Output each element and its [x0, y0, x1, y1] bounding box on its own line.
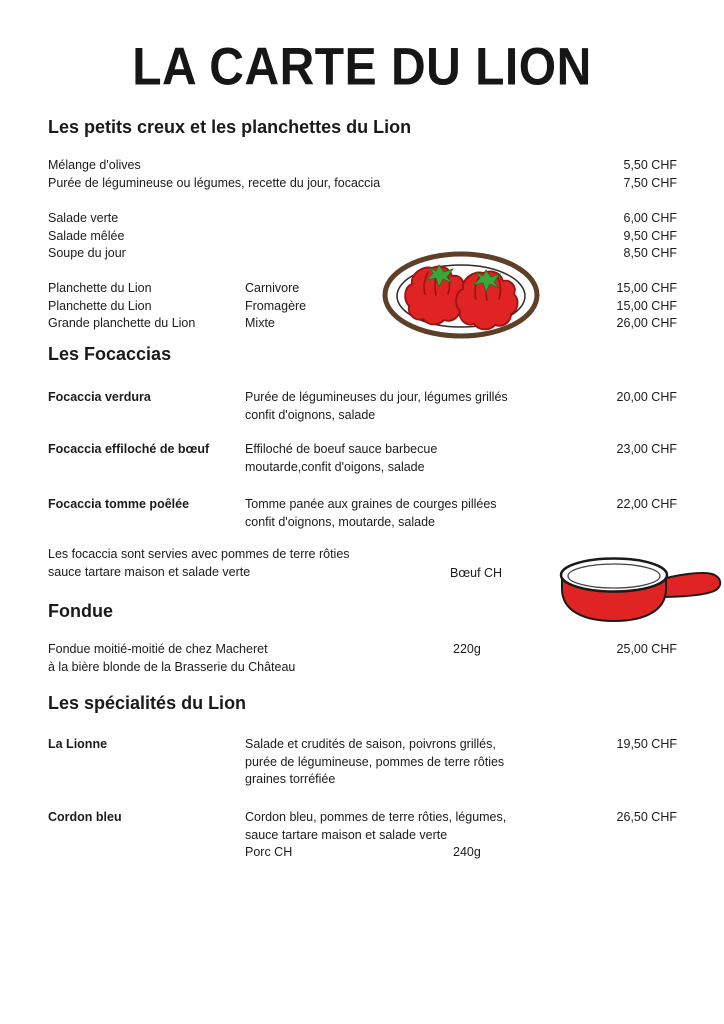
item-description: Salade et crudités de saison, poivrons grillés, purée de légumineuse, pommes de terre rôties graines torréfiée: [245, 737, 505, 786]
item-price: 7,50 CHF: [623, 175, 677, 190]
item-description: Purée de légumineuses du jour, légumes grillés confit d'oignons, salade: [245, 390, 508, 422]
page-title: LA CARTE DU LION: [132, 38, 592, 97]
item-price: 23,00 CHF: [616, 442, 677, 456]
item-description: Cordon bleu, pommes de terre rôties, légumes, sauce tartare maison et salade verte Porc CH 240g: [245, 809, 617, 862]
fondue-pot-illustration: [556, 551, 724, 627]
item-price: 22,00 CHF: [616, 497, 677, 511]
note-line: Les focaccia sont servies avec pommes de terre rôties: [48, 547, 350, 561]
item-price: 5,50 CHF: [623, 158, 677, 172]
menu-group-salades: [48, 210, 677, 263]
item-name: Focaccia effiloché de bœuf: [48, 442, 210, 456]
menu-group-starters: [48, 157, 677, 192]
item-price: 19,50 CHF: [616, 737, 677, 751]
item-name: Focaccia verdura: [48, 390, 151, 404]
note-line: sauce tartare maison et salade verte: [48, 564, 251, 579]
specialite-item: [48, 736, 677, 789]
item-weight: 220g: [453, 642, 481, 656]
item-price: 26,50 CHF: [616, 810, 677, 824]
menu-item-row: [48, 157, 677, 175]
item-weight: 240g: [453, 845, 481, 859]
item-name: Cordon bleu: [48, 810, 122, 824]
section-heading-specialites: Les spécialités du Lion: [48, 693, 247, 713]
item-name: Mélange d'olives: [48, 158, 141, 172]
section-heading-fondue: Fondue: [48, 601, 113, 621]
item-name: Soupe du jour: [48, 246, 126, 260]
focaccia-item: [48, 496, 677, 531]
item-price: 15,00 CHF: [616, 281, 677, 295]
section-heading-focaccias: Les Focaccias: [48, 344, 172, 364]
menu-item-row: [48, 280, 677, 298]
item-variant: Carnivore: [245, 281, 300, 295]
item-price: 6,00 CHF: [623, 211, 677, 225]
item-name: La Lionne: [48, 737, 108, 751]
meat-origin-label: Bœuf CH: [450, 566, 503, 580]
menu-group-planchettes: [48, 280, 677, 333]
item-name: Salade mêlée: [48, 228, 125, 243]
focaccia-item: [48, 389, 677, 424]
item-price: 25,00 CHF: [616, 642, 677, 656]
focaccia-item: [48, 441, 677, 476]
tomato-plate-illustration: [380, 250, 542, 340]
item-name: Planchette du Lion: [48, 298, 152, 313]
menu-item-row: [48, 245, 677, 263]
item-name: Planchette du Lion: [48, 281, 152, 295]
item-price: 15,00 CHF: [616, 298, 677, 313]
item-name: Fondue moitié-moitié de chez Macheret à la bière blonde de la Brasserie du Château: [48, 642, 296, 674]
item-variant: Mixte: [245, 316, 275, 330]
item-name: Grande planchette du Lion: [48, 316, 196, 330]
menu-item-row: [48, 175, 677, 193]
menu-item-row: [48, 298, 677, 316]
fondue-item: [48, 641, 677, 676]
item-name: Focaccia tomme poêlée: [48, 497, 190, 511]
item-name: Salade verte: [48, 211, 119, 225]
menu-item-row: [48, 228, 677, 246]
menu-item-row: [48, 210, 677, 228]
item-variant: Fromagère: [245, 298, 307, 313]
section-heading-petits-creux: Les petits creux et les planchettes du Lion: [48, 117, 412, 137]
item-description: Effiloché de boeuf sauce barbecue moutarde,confit d'oigons, salade: [245, 442, 438, 474]
specialite-item: [48, 809, 677, 862]
item-description: Tomme panée aux graines de courges pillées confit d'oignons, moutarde, salade: [245, 497, 497, 529]
item-price: 26,00 CHF: [616, 316, 677, 330]
item-price: 9,50 CHF: [623, 228, 677, 243]
item-price: 8,50 CHF: [623, 246, 677, 260]
menu-item-row: [48, 315, 677, 333]
meat-origin-label: Porc CH: [245, 845, 293, 859]
item-price: 20,00 CHF: [616, 390, 677, 404]
item-name: Purée de légumineuse ou légumes, recette du jour, focaccia: [48, 175, 381, 190]
